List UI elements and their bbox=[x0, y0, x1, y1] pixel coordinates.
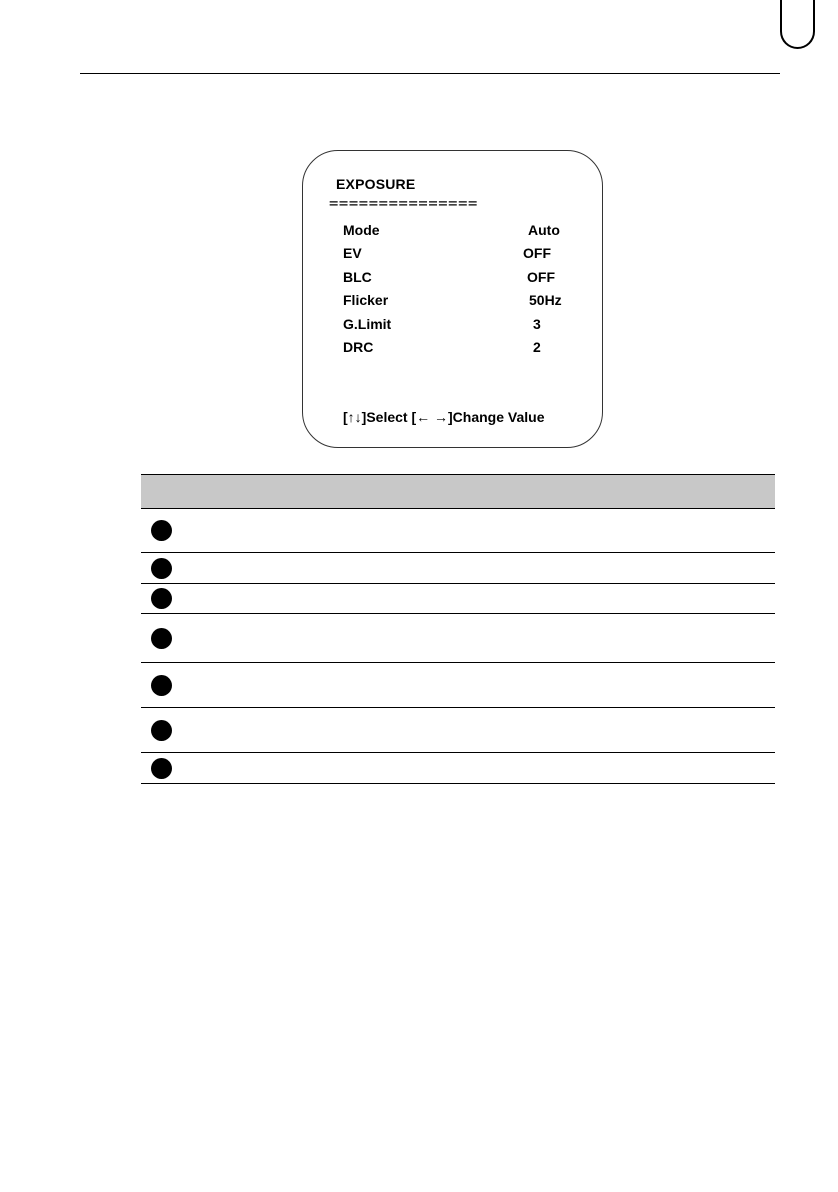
table-cell bbox=[141, 753, 775, 784]
table-cell bbox=[141, 553, 775, 584]
osd-row-value: Auto bbox=[528, 222, 560, 238]
filled-circle-icon bbox=[151, 520, 172, 541]
osd-row-drc bbox=[343, 339, 583, 357]
osd-row-label: G.Limit bbox=[343, 316, 392, 332]
menu-reference-table bbox=[141, 474, 775, 784]
osd-row-value: 3 bbox=[533, 316, 541, 332]
osd-row-value: 2 bbox=[533, 339, 541, 355]
table-cell bbox=[141, 708, 775, 753]
table-row bbox=[141, 553, 775, 584]
table-row bbox=[141, 708, 775, 753]
osd-row-value: 50Hz bbox=[529, 292, 562, 308]
table-cell bbox=[141, 509, 775, 553]
osd-row-ev bbox=[343, 245, 583, 263]
osd-menu-title: EXPOSURE bbox=[336, 176, 416, 192]
osd-menu-hint: [↑↓]Select [← →]Change Value bbox=[343, 409, 545, 425]
table-header-row bbox=[141, 475, 775, 509]
filled-circle-icon bbox=[151, 758, 172, 779]
table-row bbox=[141, 753, 775, 784]
osd-menu-screen bbox=[302, 150, 603, 448]
osd-row-flicker bbox=[343, 292, 583, 310]
osd-row-label: EV bbox=[343, 245, 362, 261]
osd-row-label: DRC bbox=[343, 339, 374, 355]
filled-circle-icon bbox=[151, 588, 172, 609]
filled-circle-icon bbox=[151, 558, 172, 579]
filled-circle-icon bbox=[151, 628, 172, 649]
filled-circle-icon bbox=[151, 720, 172, 741]
header-rule bbox=[80, 73, 780, 74]
table-cell bbox=[141, 584, 775, 614]
osd-row-value: OFF bbox=[523, 245, 551, 261]
table-row bbox=[141, 614, 775, 663]
table-cell bbox=[141, 663, 775, 708]
osd-row-mode bbox=[343, 222, 583, 240]
osd-row-label: BLC bbox=[343, 269, 372, 285]
table-cell bbox=[141, 614, 775, 663]
osd-row-value: OFF bbox=[527, 269, 555, 285]
osd-row-label: Flicker bbox=[343, 292, 389, 308]
table-header-cell bbox=[141, 475, 775, 509]
osd-row-blc bbox=[343, 269, 583, 287]
osd-menu-separator: =============== bbox=[329, 194, 478, 212]
table-row bbox=[141, 584, 775, 614]
table-row bbox=[141, 663, 775, 708]
table-row bbox=[141, 509, 775, 553]
osd-row-g-limit bbox=[343, 316, 583, 334]
osd-row-label: Mode bbox=[343, 222, 380, 238]
page-edge-tab bbox=[780, 0, 815, 49]
filled-circle-icon bbox=[151, 675, 172, 696]
